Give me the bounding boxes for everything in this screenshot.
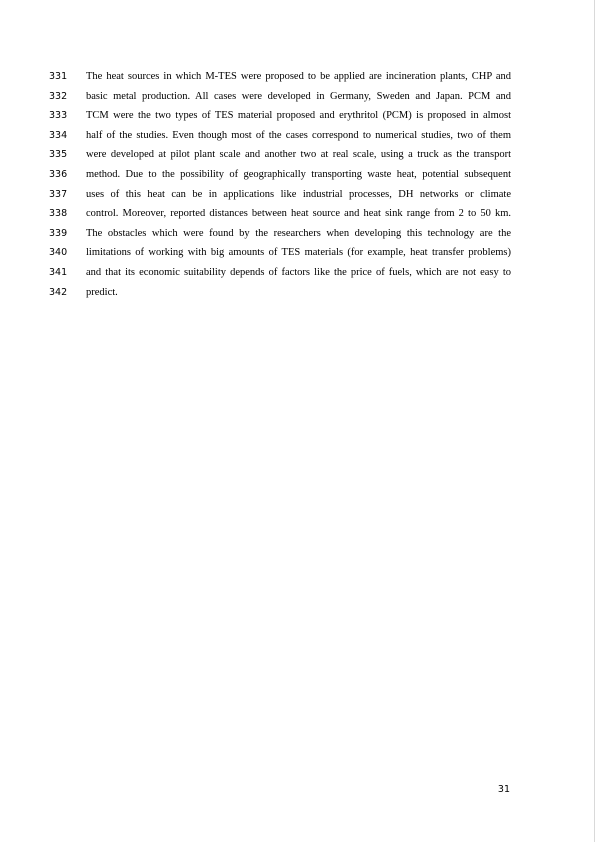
- line-number: 336: [49, 168, 68, 180]
- line-text: control. Moreover, reported distances between heat source and heat sink range from 2 to 50 km.: [86, 208, 511, 220]
- line-text: and that its economic suitability depends of factors like the price of fuels, which are not easy to: [86, 266, 511, 278]
- line-number: 332: [49, 90, 68, 102]
- text-line: [0, 129, 595, 149]
- line-number: 342: [49, 286, 68, 298]
- line-text: basic metal production. All cases were developed in Germany, Sweden and Japan. PCM and: [86, 90, 511, 102]
- text-line: [0, 188, 595, 208]
- line-text: half of the studies. Even though most of the cases correspond to numerical studies, two of them: [86, 129, 511, 141]
- line-text: uses of this heat can be in applications like industrial processes, DH networks or climate: [86, 188, 511, 200]
- text-line: [0, 246, 595, 266]
- line-number: 334: [49, 129, 68, 141]
- body-text: [0, 70, 595, 305]
- line-text: The obstacles which were found by the researchers when developing this technology are the: [86, 227, 511, 239]
- line-text: predict.: [86, 286, 118, 298]
- line-number: 337: [49, 188, 68, 200]
- line-text: limitations of working with big amounts of TES materials (for example, heat transfer problems): [86, 247, 511, 259]
- text-line: [0, 286, 595, 306]
- line-text: were developed at pilot plant scale and another two at real scale, using a truck as the transport: [86, 149, 511, 161]
- text-line: [0, 70, 595, 90]
- page-number: 31: [497, 784, 510, 795]
- line-number: 339: [49, 227, 68, 239]
- line-number: 331: [49, 71, 68, 82]
- line-number: 341: [49, 266, 68, 278]
- line-text: TCM were the two types of TES material proposed and erythritol (PCM) is proposed in almost: [86, 110, 511, 122]
- line-text: The heat sources in which M-TES were proposed to be applied are incineration plants, CHP and: [86, 71, 511, 82]
- text-line: [0, 168, 595, 188]
- line-text: method. Due to the possibility of geographically transporting waste heat, potential subsequent: [86, 168, 511, 180]
- text-line: [0, 109, 595, 129]
- line-number: 340: [49, 247, 68, 259]
- text-line: [0, 90, 595, 110]
- line-number: 338: [49, 208, 68, 220]
- line-number: 335: [49, 149, 68, 161]
- text-line: [0, 207, 595, 227]
- line-number: 333: [49, 110, 68, 122]
- text-line: [0, 227, 595, 247]
- text-line: [0, 148, 595, 168]
- text-line: [0, 266, 595, 286]
